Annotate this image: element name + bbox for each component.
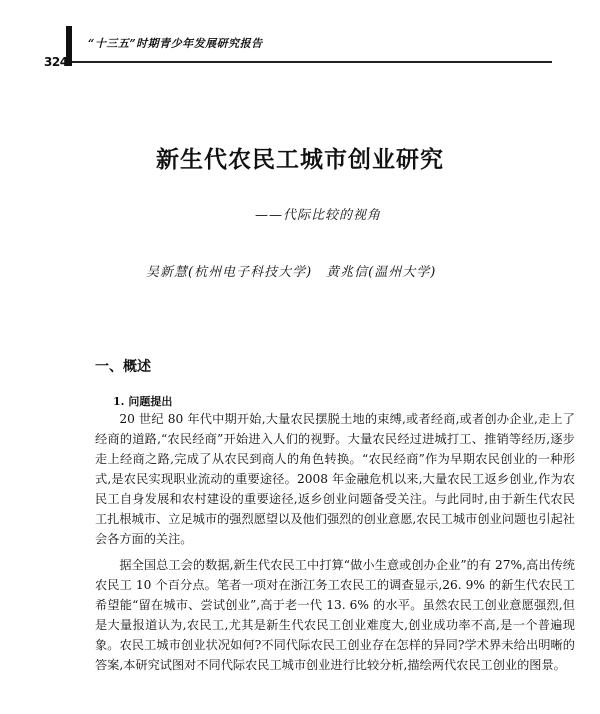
page-number: 324 <box>44 55 68 69</box>
subsection-heading: 1. 问题提出 <box>113 395 173 408</box>
article-title: 新生代农民工城市创业研究 <box>156 147 444 173</box>
authors-line <box>146 261 436 280</box>
section-heading: 一、概述 <box>95 359 151 375</box>
body-paragraph-1: 20 世纪 80 年代中期开始,大量农民摆脱土地的束缚,或者经商,或者创办企业,走上了经商的道路,“农民经商”开始进入人们的视野。大量农民经过进城打工、推销等经历,逐步走上经商之路,完成了从农民到商人的角色转换。“农民经商”作为早期农民创业的一种形式,是农民实现职业流动的重要途径。2008 年金融危机以来,大量农民工返乡创业,作为农民工自身发展和农村建设的重要途径,返乡创业问题备受关注。与此同时,由于新生代农民工扎根城市、立足城市的强烈愿望以及他们强烈的创业意愿,农民工城市创业问题也引起社会各方面的关注。 <box>95 412 575 546</box>
author-2: 黄兆信(温州大学) <box>326 265 437 280</box>
article-subtitle: ——代际比较的视角 <box>255 208 382 223</box>
header-rule <box>72 61 552 63</box>
author-1: 吴新慧(杭州电子科技大学) <box>146 265 313 280</box>
body-paragraph-2: 据全国总工会的数据,新生代农民工中打算“做小生意或创办企业”的有 27%,高出传统农民工 10 个百分点。笔者一项对在浙江务工农民工的调查显示,26. 9% 的新生代农民工希望能“留在城市、尝试创业”,高于老一代 13. 6% 的水平。虽然农民工创业意愿强烈,但是大量报道认为,农民工,尤其是新生代农民工创业难度大,创业成功率不高,是一个普遍现象。农民工城市创业状况如何?不同代际农民工创业存在怎样的异同?学术界未给出明晰的答案,本研究试图对不同代际农民工城市创业进行比较分析,描绘两代农民工创业的图景。 <box>95 558 575 672</box>
running-header: “十三五”时期青少年发展研究报告 <box>88 37 263 50</box>
